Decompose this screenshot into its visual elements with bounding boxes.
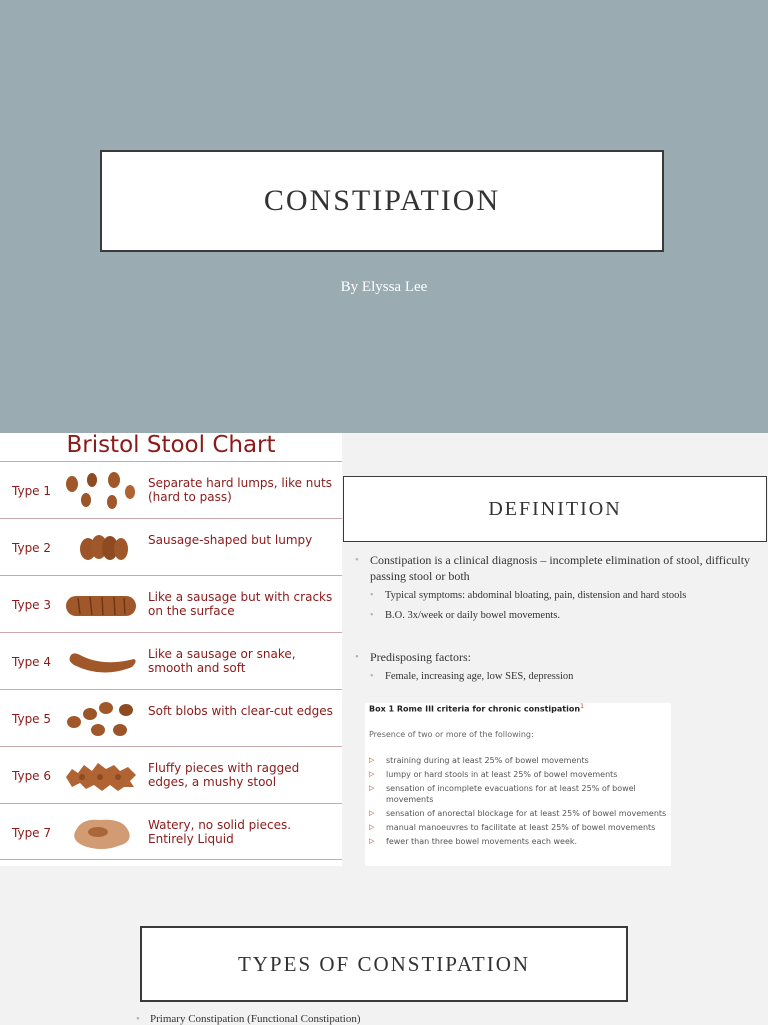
stool-type-description: Sausage-shaped but lumpy bbox=[148, 533, 313, 547]
definition-title-box bbox=[343, 476, 767, 542]
bullet-predisposing: • Predisposing factors: bbox=[355, 649, 765, 665]
title-slide bbox=[0, 0, 768, 433]
sub-bullet-factors: • Female, increasing age, low SES, depression bbox=[355, 670, 765, 684]
types-slide bbox=[0, 903, 768, 1024]
stool-type-description: Separate hard lumps, like nuts (hard to pass) bbox=[148, 476, 332, 504]
rome-criteria-list bbox=[369, 755, 669, 850]
list-item: ▷ manual manoeuvres to facilitate at least 25% of bowel movements bbox=[369, 823, 656, 832]
triangle-bullet-icon: ▷ bbox=[369, 770, 375, 778]
stool-row-type-6 bbox=[0, 746, 342, 803]
list-item: ▷ sensation of anorectal blockage for at least 25% of bowel movements bbox=[369, 809, 667, 818]
definition-slide bbox=[0, 433, 768, 903]
stool-row-type-4 bbox=[0, 632, 342, 689]
stool-type-label: Type 3 bbox=[12, 598, 52, 612]
list-item: ▷ sensation of incomplete evacuations for at least 25% of bowel movements bbox=[369, 784, 636, 804]
stool-type-label: Type 6 bbox=[12, 769, 52, 783]
sub-bullet-frequency: • B.O. 3x/week or daily bowel movements. bbox=[355, 609, 765, 623]
stool-row-type-7 bbox=[0, 803, 342, 860]
rome-subtitle: Presence of two or more of the following: bbox=[369, 730, 534, 739]
bullet-definition: • Constipation is a clinical diagnosis – incomplete elimination of stool, difficulty passing stool or both bbox=[355, 552, 765, 584]
triangle-bullet-icon: ▷ bbox=[369, 837, 375, 845]
list-item: ▷ straining during at least 25% of bowel movements bbox=[369, 756, 589, 765]
stool-type-7-image bbox=[62, 812, 140, 854]
stool-type-5-image bbox=[62, 698, 140, 740]
stool-type-label: Type 2 bbox=[12, 541, 52, 555]
bristol-stool-chart bbox=[0, 433, 342, 866]
definition-bullets bbox=[355, 552, 765, 690]
types-title: TYPES OF CONSTIPATION bbox=[237, 951, 531, 976]
sub-bullet-symptoms: • Typical symptoms: abdominal bloating, pain, distension and hard stools bbox=[355, 589, 765, 603]
stool-type-description: Watery, no solid pieces. Entirely Liquid bbox=[148, 818, 292, 846]
byline: By Elyssa Lee bbox=[340, 279, 428, 295]
rome-criteria-box bbox=[365, 703, 671, 866]
list-item: ▷ fewer than three bowel movements each week. bbox=[369, 837, 578, 846]
slide-title: CONSTIPATION bbox=[263, 184, 501, 217]
stool-type-1-image bbox=[62, 470, 140, 512]
title-box bbox=[100, 150, 664, 252]
stool-type-2-image bbox=[62, 527, 140, 569]
stool-type-label: Type 5 bbox=[12, 712, 52, 726]
rome-title: Box 1 Rome III criteria for chronic constipation$^1$ bbox=[369, 703, 584, 714]
stool-type-label: Type 7 bbox=[12, 826, 52, 840]
stool-type-description: Fluffy pieces with ragged edges, a mushy stool bbox=[148, 761, 300, 789]
triangle-bullet-icon: ▷ bbox=[369, 809, 375, 817]
stool-type-description: Like a sausage but with cracks on the surface bbox=[148, 590, 333, 618]
stool-type-label: Type 4 bbox=[12, 655, 52, 669]
triangle-bullet-icon: ▷ bbox=[369, 823, 375, 831]
bristol-heading: Bristol Stool Chart bbox=[66, 432, 276, 458]
triangle-bullet-icon: ▷ bbox=[369, 784, 375, 792]
list-item: ▷ lumpy or hard stools in at least 25% of bowel movements bbox=[369, 770, 618, 779]
stool-row-type-3 bbox=[0, 575, 342, 632]
triangle-bullet-icon: ▷ bbox=[369, 756, 375, 764]
stool-row-type-2 bbox=[0, 518, 342, 575]
stool-type-6-image bbox=[62, 755, 140, 797]
stool-type-description: Like a sausage or snake, smooth and soft bbox=[148, 647, 296, 675]
stool-row-type-5 bbox=[0, 689, 342, 746]
stool-type-label: Type 1 bbox=[12, 484, 52, 498]
stool-type-description: Soft blobs with clear-cut edges bbox=[148, 704, 333, 718]
rome-reference: 1 bbox=[580, 703, 584, 710]
types-title-box bbox=[140, 926, 628, 1002]
stool-row-type-1 bbox=[0, 461, 342, 518]
bullet-primary-constipation: • Primary Constipation (Functional Constipation) bbox=[136, 1013, 361, 1025]
definition-title: DEFINITION bbox=[488, 497, 622, 520]
stool-type-4-image bbox=[62, 641, 140, 683]
stool-type-3-image bbox=[62, 584, 140, 626]
